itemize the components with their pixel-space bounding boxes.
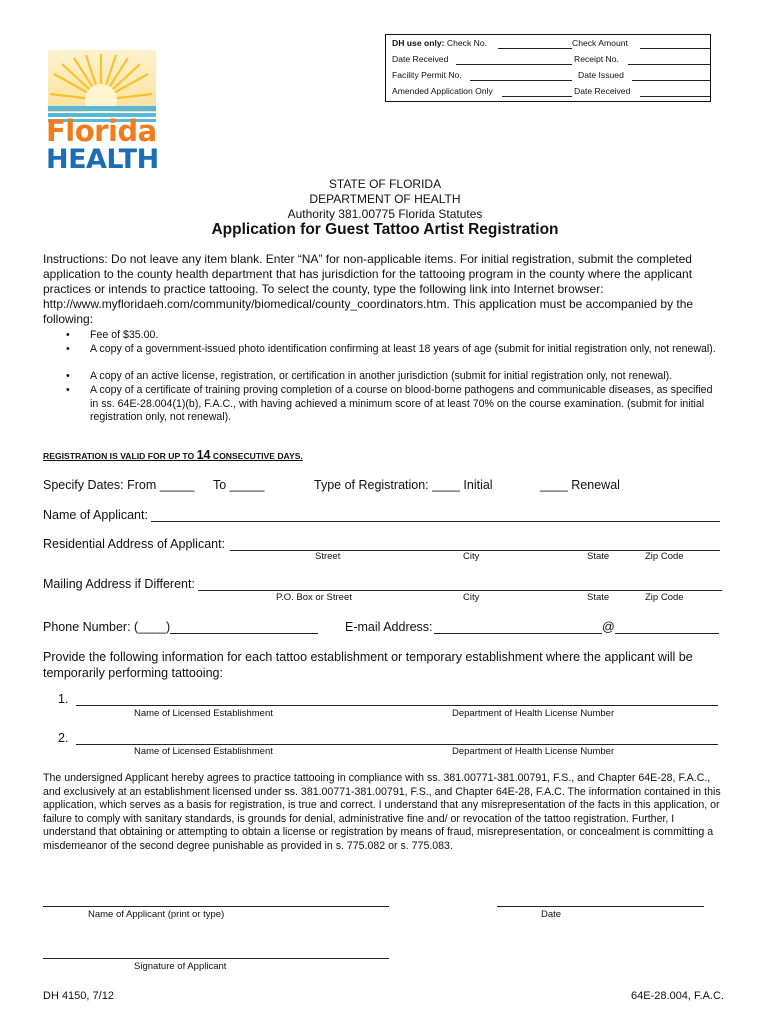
date-received-label: Date Received [392, 54, 449, 64]
validity-days: 14 [196, 448, 211, 462]
establishment-2-name-caption: Name of Licensed Establishment [134, 746, 273, 757]
caption-zip-2: Zip Code [645, 592, 684, 603]
establishment-2-license-caption: Department of Health License Number [452, 746, 615, 757]
caption-city: City [463, 551, 480, 562]
name-of-applicant-label: Name of Applicant: [43, 508, 148, 522]
caption-zip: Zip Code [645, 551, 684, 562]
email-user-field[interactable] [434, 633, 602, 634]
amended-application-only-label: Amended Application Only [392, 86, 493, 96]
applicant-signature-field[interactable] [43, 958, 389, 959]
phone-number-field[interactable] [170, 633, 318, 634]
check-no-label: Check No. [446, 38, 488, 48]
bullet-item-license: • A copy of an active license, registration, or certification in another jurisdiction (submit for initial registration only, not renewal). [90, 370, 720, 384]
dh-use-only-label: DH use only: [392, 38, 445, 48]
page-title: Application for Guest Tattoo Artist Registration [211, 221, 559, 238]
establishment-1-license-caption: Department of Health License Number [452, 708, 615, 719]
applicant-signature-caption: Signature of Applicant [134, 961, 227, 972]
logo-word-health: HEALTH [46, 144, 159, 175]
mailing-address-field[interactable] [198, 590, 722, 591]
bullet-item-fee: • Fee of $35.00. [90, 329, 720, 343]
establishment-1-field[interactable] [76, 705, 718, 706]
date-issued-field[interactable] [632, 80, 710, 81]
applicant-name-print-caption: Name of Applicant (print or type) [88, 909, 225, 920]
establishment-1-name-caption: Name of Licensed Establishment [134, 708, 273, 719]
florida-health-logo [44, 50, 158, 178]
instructions-text: Instructions: Do not leave any item blank. Enter “NA” for non-applicable items. For initial registration, submit the completed application to the county health department that has jurisdiction for the tattooing program in the county where the applicant practices or intends to practice tattooing. To select the county, type the following link into Internet browser: http://www.myfloridaeh.com/community/biomedical/county_coordinators.htm. This application must be accompanied by the following: [43, 252, 694, 326]
header-department: DEPARTMENT OF HEALTH [309, 192, 461, 206]
applicant-name-print-field[interactable] [43, 906, 389, 907]
dh-row-2 [392, 54, 706, 70]
dh-row-3 [392, 70, 706, 86]
email-at-sign: @ [602, 620, 615, 634]
amended-application-field[interactable] [502, 96, 572, 97]
header-state: STATE OF FLORIDA [328, 177, 442, 191]
header-authority: Authority 381.00775 Florida Statutes [287, 207, 483, 221]
registration-validity-notice: REGISTRATION IS VALID FOR UP TO 14 CONSECUTIVE DAYS. [43, 448, 303, 462]
date-received-2-label: Date Received [574, 86, 631, 96]
agreement-text: The undersigned Applicant hereby agrees to practice tattooing in compliance with ss. 381.00771-381.00791, F.S., and Chapter 64E-28, F.A.C., and exclusively at an establishment licensed under ss. 381.00771-381.00791, F.S., and Chapter 64E-28, F.A.C. The information contained in this application, which serves as a basis for registration, is true and correct. I understand that any misrepresentation of the facts in this application, or failure to comply with sanitary standards, is grounds for denial, administrative fine and/ or revocation of the tattoo registration. Further, I understand that obtaining or attempting to obtain a license or registration by means of fraud, misrepresentation, or concealment is committing a misdemeanor of the second degree punishable as provided in s. 775.082 or s. 775.083. [43, 772, 721, 852]
dh-use-only-box [385, 34, 711, 102]
date-received-field[interactable] [456, 64, 572, 65]
phone-number-label: Phone Number: (____) [43, 620, 171, 634]
specify-dates-from-field[interactable]: Specify Dates: From _____ [43, 478, 195, 492]
caption-state: State [587, 551, 610, 562]
registration-type-renewal[interactable]: ____ Renewal [540, 478, 620, 492]
date-caption: Date [541, 909, 562, 920]
receipt-no-field[interactable] [628, 64, 710, 65]
date-issued-label: Date Issued [578, 70, 624, 80]
facility-permit-no-label: Facility Permit No. [392, 70, 462, 80]
facility-permit-no-field[interactable] [470, 80, 572, 81]
bullet-item-photo-id: • A copy of a government-issued photo identification confirming at least 18 years of age (submit for initial registration only, not renewal). [90, 343, 720, 357]
dh-row-1 [392, 38, 706, 54]
logo-word-florida: Florida [46, 114, 157, 148]
receipt-no-label: Receipt No. [574, 54, 619, 64]
email-address-label: E-mail Address: [345, 620, 433, 634]
bullet-item-training: • A copy of a certificate of training proving completion of a course on blood-borne pathogens and communicable diseases, as specified in ss. 64E-28.004(1)(b), F.A.C., with having achieved a minimum score of at least 70% on the course examination. (submit for initial registration only, not renewal). [90, 384, 720, 425]
date-field[interactable] [497, 906, 704, 907]
check-amount-label: Check Amount [572, 38, 628, 48]
name-of-applicant-field[interactable] [151, 521, 720, 522]
specify-dates-to-field[interactable]: To _____ [213, 478, 265, 492]
check-amount-field[interactable] [640, 48, 710, 49]
establishment-2-number: 2. [58, 731, 69, 745]
residential-address-label: Residential Address of Applicant: [43, 537, 226, 551]
registration-type-initial[interactable]: Type of Registration: ____ Initial [314, 478, 493, 492]
form-number: DH 4150, 7/12 [43, 990, 114, 1002]
establishment-2-field[interactable] [76, 744, 718, 745]
check-no-field[interactable] [498, 48, 572, 49]
mailing-address-label: Mailing Address if Different: [43, 577, 195, 591]
caption-state-2: State [587, 592, 610, 603]
establishment-1-number: 1. [58, 692, 69, 706]
caption-city-2: City [463, 592, 480, 603]
email-domain-field[interactable] [615, 633, 719, 634]
caption-po-box: P.O. Box or Street [276, 592, 352, 603]
date-received-2-field[interactable] [640, 96, 710, 97]
rule-citation: 64E-28.004, F.A.C. [631, 990, 724, 1002]
caption-street: Street [315, 551, 341, 562]
dh-row-4 [392, 86, 706, 102]
establishments-intro: Provide the following information for each tattoo establishment or temporary establishment where the applicant will be temporarily performing tattooing: [43, 650, 693, 680]
